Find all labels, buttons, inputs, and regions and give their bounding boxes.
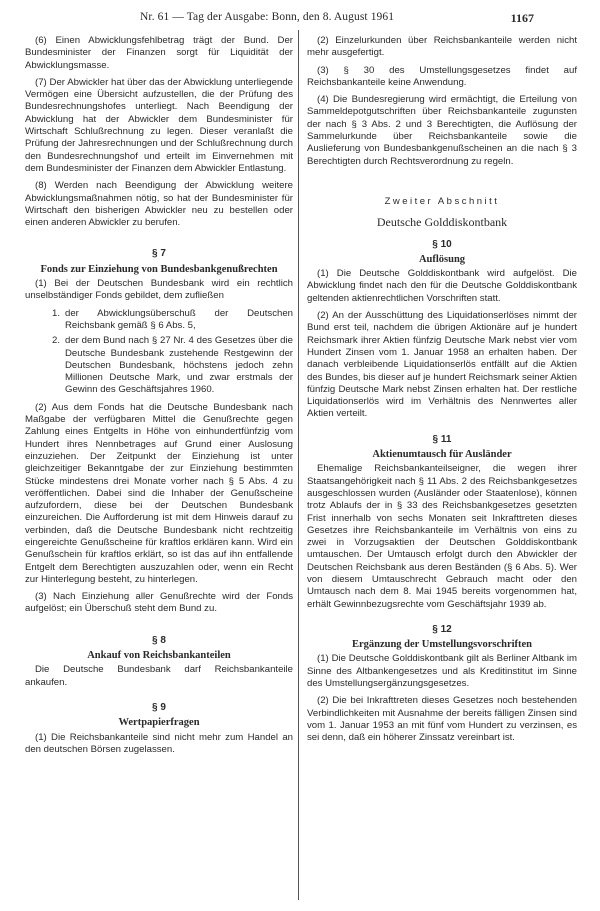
section-10-number: § 10 <box>432 238 452 250</box>
list-item <box>52 307 293 333</box>
section-8-title: Ankauf von Reichsbankanteilen <box>87 650 231 662</box>
section-9-paragraph-1: (1) Die Reichsbankanteile sind nicht mehr zum Handel an den deutschen Börsen zugelassen. <box>25 731 293 755</box>
section-12-title: Ergänzung der Umstellungsvorschriften <box>351 639 533 651</box>
right-column <box>307 35 577 750</box>
section-7-paragraph-3: (3) Nach Einziehung aller Genußrechte wird der Fonds aufgelöst; ein Überschuß steht dem Bund zu. <box>25 591 293 615</box>
section-7-list <box>25 308 293 397</box>
section-8-paragraph-1: Die Deutsche Bundesbank darf Reichsbankanteile ankaufen. <box>25 664 293 688</box>
section-10-paragraph-2: (2) An der Ausschüttung des Liquidationserlöses nimmt der Bund erst teil, nachdem die übrigen Aktionäre auf je hundert Reichsmark ihrer Aktien fünfzig Deutsche Mark nebst vier vom Hundert Zinsen vom 1. Januar 1958 an erhalten haben. Der danach verbleibende Liquidationserlös entfällt auf die Aktien des Bundes, bis dieser auf je hundert Reichsmark seiner Aktien fünfzig Deutsche Mark nebst Zinsen erhalten hat. Der restliche Liquidationserlös wird im Verhältnis des Nennwertes aller Aktien verteilt. <box>307 310 577 420</box>
paragraph-7: (7) Der Abwickler hat über das der Abwicklung unterliegende Vermögen eine Übersicht aufzustellen, die der Prüfung des Bundesrechnungshofes unterliegt. Nach Beendigung der Abwicklung hat der Abwickler dem Bundesminister für Wirtschaft Schlußrechnung zu legen. Dieser veranlaßt die Prüfung der Jahresrechnungen und der Schlußrechnung durch den Bundesrechnungshof und erteilt im Einvernehmen mit dem Bundesminister der Finanzen dem Abwickler Entlastung. <box>25 76 293 174</box>
section-9-title: Wertpapierfragen <box>118 717 200 729</box>
column-divider <box>298 30 299 900</box>
section-7-paragraph-1: (1) Bei der Deutschen Bundesbank wird ein rechtlich unselbständiger Fonds gebildet, dem zufließen <box>25 278 293 302</box>
section-7-paragraph-2: (2) Aus dem Fonds hat die Deutsche Bundesbank nach Maßgabe der verfügbaren Mittel die Genußrechte gegen Zahlung eines Entgelts in Höhe von einhundertfünfzig vom Hundert ihres Nennbetrages auf Grund einer Auslosung einzuziehen. Der Zeitpunkt der Einziehung ist unter gleichzeitiger Bekanntgabe der zur Einziehung bestimmten Stücke mindestens drei Monate vorher nach § 5 Abs. 4 zu veröffentlichen. Dabei sind die Inhaber der Genußscheine aufzufordern, diese bei der Deutschen Bundesbank einzureichen. Die Aufforderung ist mit dem Hinweis darauf zu verbinden, daß die Deutsche Bundesbank nicht rechtzeitig eingereichte Genußscheine für kraftlos erklären kann. Wird ein Genußschein für kraftlos erklärt, so ist das auf ihn entfallende Entgelt dem Berechtigten auszuzahlen oder, wenn ein Recht zur Hinterlegung besteht, zu hinterlegen. <box>25 401 293 585</box>
section-8-number: § 8 <box>152 634 166 646</box>
section-10-title: Auflösung <box>418 253 466 265</box>
page-header <box>0 11 600 27</box>
section-12-paragraph-1: (1) Die Deutsche Golddiskontbank gilt als Berliner Altbank im Sinne des Altbankengesetzes und als Kreditinstitut im Sinne des Umstellungsergänzungsgesetzes. <box>307 653 577 690</box>
issue-line: Nr. 61 — Tag der Ausgabe: Bonn, den 8. August 1961 <box>140 11 395 23</box>
section-11-number: § 11 <box>432 433 452 445</box>
section-11-title: Aktienumtausch für Ausländer <box>372 449 512 461</box>
list-item-text: der dem Bund nach § 27 Nr. 4 des Gesetzes über die Deutsche Bundesbank zustehende Restgewinn der Deutschen Bundesbank, höchstens jedoch zehn Millionen Deutsche Mark, und zwar erstmals der Gewinn des Geschäftsjahres 1960. <box>65 335 293 396</box>
part-heading: Zweiter Abschnitt <box>384 195 500 207</box>
list-item-number: 1. <box>52 307 61 319</box>
section-12-paragraph-2: (2) Die bei Inkrafttreten dieses Gesetzes noch bestehenden Verbindlichkeiten mit Ausnahme der bereits fälligen Zinsen sind vom 1. Januar 1953 an mit fünf vom Hundert zu verzinsen, es sei denn, daß ein höherer Zinssatz vereinbart ist. <box>307 695 577 744</box>
list-item-text: der Abwicklungsüberschuß der Deutschen Reichsbank gemäß § 6 Abs. 5, <box>65 307 293 331</box>
paragraph-3: (3) § 30 des Umstellungsgesetzes findet auf Reichsbankanteile keine Anwendung. <box>307 64 577 88</box>
section-7-title: Fonds zur Einziehung von Bundesbankgenußrechten <box>40 263 278 275</box>
section-11-paragraph-1: Ehemalige Reichsbankanteilseigner, die wegen ihrer Staatsangehörigkeit nach § 11 Abs. 2 des Reichsbankgesetzes ausgeschlossen wurden (Ausländer oder Staatenlose), können trotz Ablaufs der in § 33 des Reichsbankgesetzes gesetzten Frist innerhalb von sechs Monaten seit Inkrafttreten dieses Gesetzes ihre Reichsbankanteile im Verhältnis von eins zu zwei in Vorzugsaktien der Deutschen Golddiskontbank umtauschen. Der Umtausch erfolgt durch den Abwickler der Deutschen Reichsbank aus deren Beständen (§ 6 Abs. 5). Wer von diesem Umtauschrecht Gebrauch macht oder den Umtausch nach dem 8. Mai 1945 bereits vorgenommen hat, erhält Gewinnbezugsrechte vom Geschäftsjahr 1939 ab. <box>307 463 577 610</box>
list-item-number: 2. <box>52 335 61 347</box>
part-title: Deutsche Golddiskontbank <box>376 215 508 230</box>
page-number: 1167 <box>510 11 534 25</box>
section-9-number: § 9 <box>152 701 166 713</box>
section-12-number: § 12 <box>432 623 452 635</box>
paragraph-6: (6) Einen Abwicklungsfehlbetrag trägt der Bund. Der Bundesminister der Finanzen sorgt für Liquidität der Abwicklungsmasse. <box>25 35 293 71</box>
left-column <box>25 35 293 761</box>
paragraph-2: (2) Einzelurkunden über Reichsbankanteile werden nicht mehr ausgefertigt. <box>307 35 577 59</box>
paragraph-4: (4) Die Bundesregierung wird ermächtigt, die Erteilung von Sammeldepotgutschriften über Reichsbankanteile zugunsten der nach § 3 Abs. 2 und 3 Berechtigten, die Auflösung der Sammelurkunde über Reichsbankanteile sowie die Auslieferung von Bundesbankgenußscheinen an die nach § 3 Berechtigten durch Rechtsverordnung zu regeln. <box>307 94 577 167</box>
list-item <box>52 335 293 396</box>
paragraph-8: (8) Werden nach Beendigung der Abwicklung weitere Abwicklungsmaßnahmen nötig, so hat der Bundesminister für Wirtschaft den bisherigen Abwickler neu zu bestellen oder einen anderen Abwickler zu berufen. <box>25 180 293 229</box>
section-10-paragraph-1: (1) Die Deutsche Golddiskontbank wird aufgelöst. Die Abwicklung findet nach den für die Deutsche Golddiskontbank geltenden aktienrechtlichen Vorschriften statt. <box>307 268 577 304</box>
section-7-number: § 7 <box>152 248 166 260</box>
